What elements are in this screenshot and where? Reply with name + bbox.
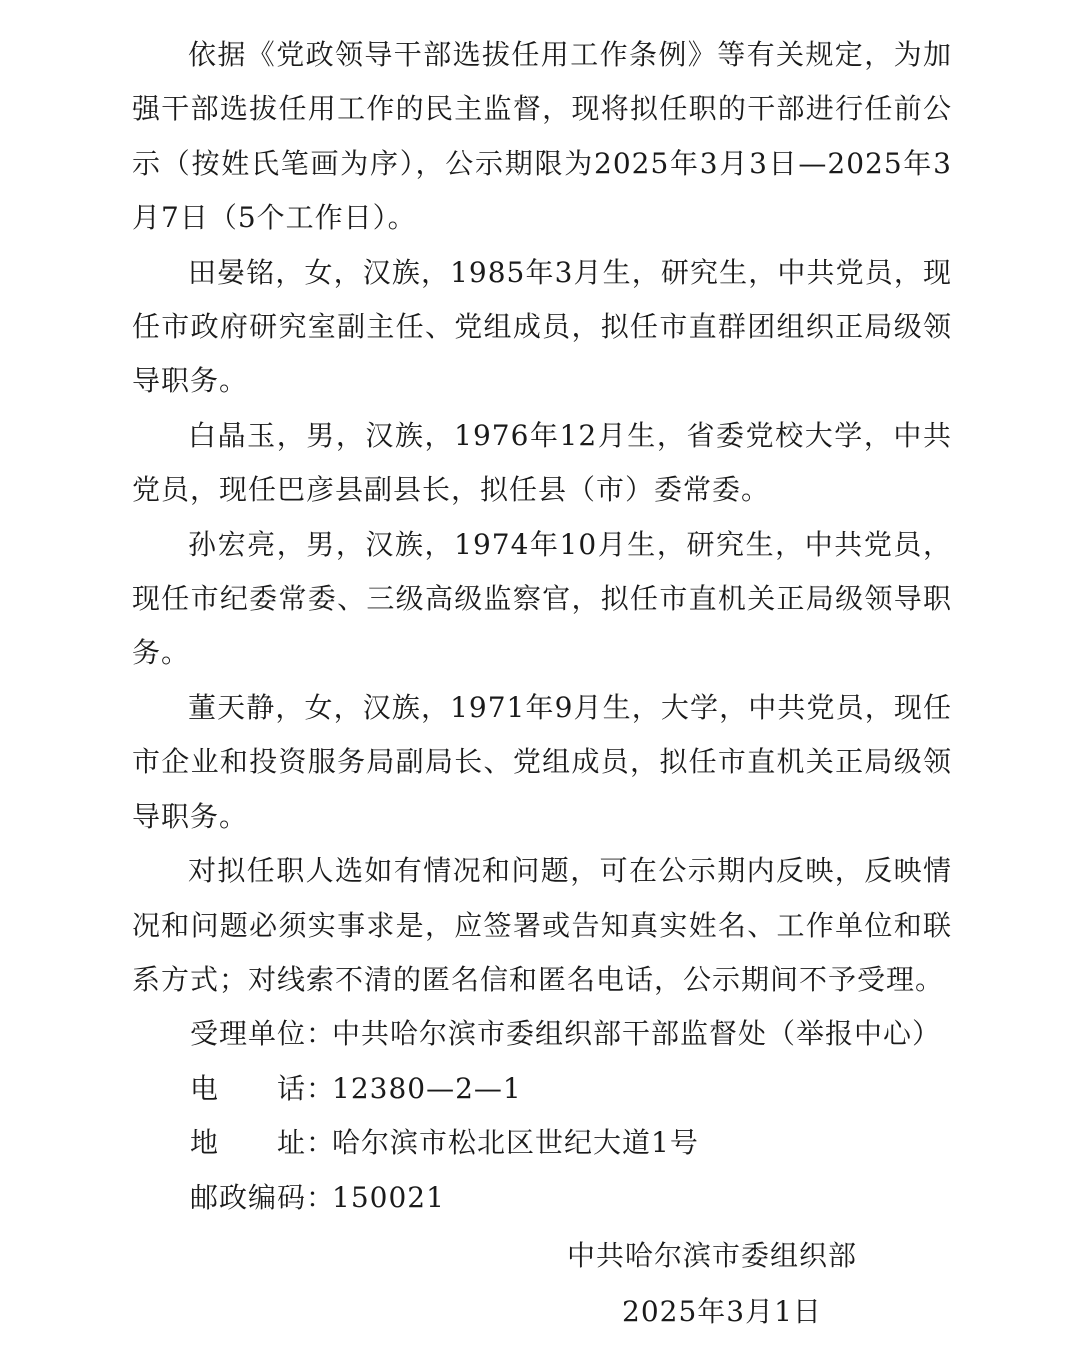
notice-document [132, 28, 952, 1225]
contact-unit-label: 受理单位： [190, 1017, 336, 1051]
contact-address-value: 哈尔滨市松北区世纪大道1号 [332, 1126, 699, 1160]
contact-unit-value: 中共哈尔滨市委组织部干部监督处（举报中心） [332, 1017, 942, 1051]
contact-address-label: 地 址： [190, 1126, 336, 1160]
intro-paragraph: 依据《党政领导干部选拔任用工作条例》等有关规定，为加强干部选拔任用工作的民主监督，现将拟任职的干部进行任前公示（按姓氏笔画为序），公示期限为2025年3月3日—2025年3月7日（5个工作日）。 [132, 38, 952, 235]
candidate-paragraph-bai: 白晶玉，男，汉族，1976年12月生，省委党校大学，中共党员，现任巴彦县副县长，拟任县（市）委常委。 [132, 418, 952, 507]
candidate-paragraph-tian: 田晏铭，女，汉族，1985年3月生，研究生，中共党员，现任市政府研究室副主任、党组成员，拟任市直群团组织正局级领导职务。 [132, 255, 952, 398]
contact-unit-row [132, 1007, 952, 1061]
feedback-paragraph: 对拟任职人选如有情况和问题，可在公示期内反映，反映情况和问题必须实事求是，应签署或告知真实姓名、工作单位和联系方式；对线索不清的匿名信和匿名电话，公示期间不予受理。 [132, 854, 952, 996]
contact-postcode-label: 邮政编码： [190, 1180, 336, 1214]
contact-postcode-value: 150021 [332, 1180, 445, 1214]
candidate-paragraph-sun: 孙宏亮，男，汉族，1974年10月生，研究生，中共党员，现任市纪委常委、三级高级监察官，拟任市直机关正局级领导职务。 [132, 527, 952, 670]
signature-organization: 中共哈尔滨市委组织部 [567, 1239, 858, 1272]
contact-phone-value: 12380—2—1 [332, 1071, 522, 1105]
signature-date: 2025年3月1日 [622, 1295, 822, 1328]
contact-address-row [132, 1116, 952, 1170]
contact-postcode-row [132, 1171, 952, 1225]
contact-phone-row [132, 1062, 952, 1116]
contact-phone-label: 电 话： [190, 1071, 336, 1105]
candidate-paragraph-dong: 董天静，女，汉族，1971年9月生，大学，中共党员，现任市企业和投资服务局副局长、党组成员，拟任市直机关正局级领导职务。 [132, 690, 952, 833]
